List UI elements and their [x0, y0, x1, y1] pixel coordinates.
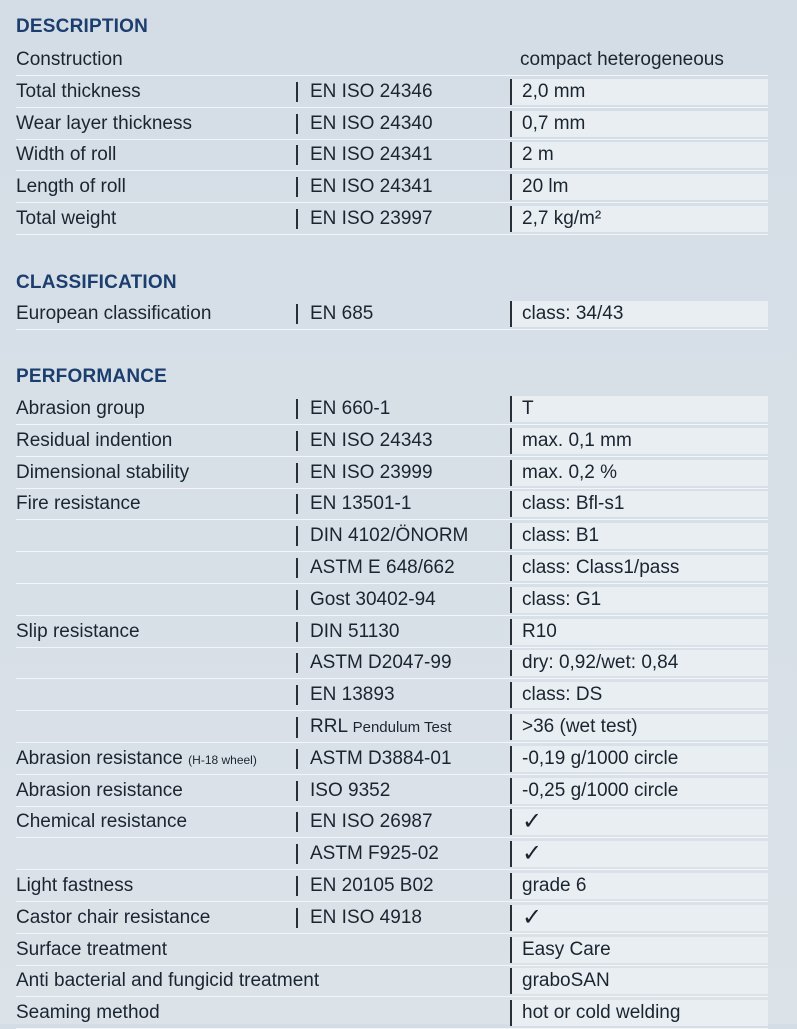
test-standard: EN ISO 24346	[296, 82, 433, 102]
table-row	[0, 552, 797, 584]
section-title-classification: CLASSIFICATION	[16, 272, 177, 293]
test-standard: ASTM D3884-01	[296, 749, 452, 769]
table-row	[0, 171, 797, 203]
check-mark-icon: ✓	[510, 841, 768, 867]
property-value: >36 (wet test)	[510, 714, 768, 740]
table-row	[0, 838, 797, 870]
table-row	[0, 806, 797, 838]
table-row	[0, 425, 797, 457]
test-standard: EN 20105 B02	[296, 876, 434, 896]
table-row	[0, 457, 797, 489]
test-standard: EN ISO 23997	[296, 209, 433, 229]
test-standard: EN 685	[296, 304, 373, 324]
property-label: Length of roll	[16, 176, 126, 198]
table-row	[0, 679, 797, 711]
test-standard: EN ISO 24341	[296, 177, 433, 197]
property-value: class: Bfl-s1	[510, 491, 768, 517]
check-mark-icon: ✓	[510, 905, 768, 931]
test-standard: EN ISO 24340	[296, 114, 433, 134]
property-label: Abrasion resistance	[16, 779, 183, 801]
test-standard: Gost 30402-94	[296, 590, 436, 610]
section-title-description: DESCRIPTION	[16, 16, 149, 37]
table-row	[0, 965, 797, 997]
property-value: Easy Care	[510, 937, 768, 963]
property-label: Abrasion group	[16, 398, 145, 419]
property-value: grade 6	[510, 873, 768, 899]
property-label: European classification	[16, 303, 212, 324]
property-label-note: (H-18 wheel)	[188, 752, 257, 767]
test-standard: EN ISO 4918	[296, 908, 422, 928]
property-label: Wear layer thickness	[16, 112, 192, 134]
test-standard: DIN 51130	[296, 622, 399, 642]
table-row	[0, 711, 797, 743]
table-row	[0, 616, 797, 648]
table-row	[0, 393, 797, 425]
test-standard: ISO 9352	[296, 781, 390, 801]
test-standard: EN ISO 24343	[296, 431, 433, 451]
property-label: Dimensional stability	[16, 461, 190, 483]
property-label: Fire resistance	[16, 493, 141, 515]
property-value: graboSAN	[510, 968, 768, 994]
property-value: class: G1	[510, 587, 768, 613]
table-row	[0, 108, 797, 140]
property-label: Surface treatment	[16, 938, 168, 960]
property-value: compact heterogeneous	[520, 49, 724, 70]
property-label: Anti bacterial and fungicid treatment	[16, 970, 320, 992]
property-value: -0,19 g/1000 circle	[510, 746, 768, 772]
property-value: class: B1	[510, 523, 768, 549]
property-label: Abrasion resistance (H-18 wheel)	[16, 747, 257, 769]
check-mark-icon: ✓	[510, 809, 768, 835]
property-value: max. 0,1 mm	[510, 428, 768, 454]
table-row	[0, 775, 797, 807]
property-label: Castor chair resistance	[16, 906, 211, 928]
test-standard: EN 660-1	[296, 399, 390, 419]
table-row	[0, 44, 797, 76]
property-value: 20 lm	[510, 174, 768, 200]
property-value: class: DS	[510, 682, 768, 708]
table-row	[0, 934, 797, 966]
property-value: 2,7 kg/m²	[510, 206, 768, 232]
test-standard: EN ISO 23999	[296, 463, 433, 483]
property-label: Slip resistance	[16, 620, 140, 642]
property-value: class: 34/43	[510, 301, 768, 327]
property-label: Residual indention	[16, 429, 173, 451]
property-label: Total weight	[16, 208, 117, 229]
property-value: class: Class1/pass	[510, 555, 768, 581]
table-row	[0, 203, 797, 235]
test-standard: ASTM D2047-99	[296, 653, 452, 673]
table-row	[0, 743, 797, 775]
test-standard-note: Pendulum Test	[352, 719, 452, 736]
property-label: Seaming method	[16, 1002, 160, 1024]
test-standard: EN ISO 26987	[296, 812, 433, 832]
property-value: T	[510, 396, 768, 422]
table-row	[0, 139, 797, 171]
test-standard: ASTM F925-02	[296, 844, 439, 864]
property-label: Width of roll	[16, 144, 117, 166]
table-row	[0, 520, 797, 552]
table-row	[0, 298, 797, 330]
property-value: R10	[510, 619, 768, 645]
table-row	[0, 76, 797, 108]
property-value: dry: 0,92/wet: 0,84	[510, 650, 768, 676]
property-label: Light fastness	[16, 875, 134, 896]
test-standard: RRL Pendulum Test	[296, 717, 452, 738]
property-value: 0,7 mm	[510, 111, 768, 137]
table-row	[0, 488, 797, 520]
row-divider	[16, 329, 768, 330]
row-divider	[16, 234, 768, 235]
property-value: max. 0,2 %	[510, 460, 768, 486]
property-label: Total thickness	[16, 80, 141, 102]
test-standard: ASTM E 648/662	[296, 558, 455, 578]
section-title-performance: PERFORMANCE	[16, 366, 168, 387]
property-label: Construction	[16, 49, 123, 70]
table-row	[0, 902, 797, 934]
table-row	[0, 870, 797, 902]
property-value: 2 m	[510, 142, 768, 168]
property-value: -0,25 g/1000 circle	[510, 778, 768, 804]
table-row	[0, 647, 797, 679]
property-value: 2,0 mm	[510, 79, 768, 105]
test-standard: EN 13501-1	[296, 494, 411, 514]
property-label: Chemical resistance	[16, 811, 188, 833]
property-value: hot or cold welding	[510, 1000, 768, 1026]
test-standard: DIN 4102/ÖNORM	[296, 526, 468, 546]
test-standard: EN 13893	[296, 685, 395, 705]
table-row	[0, 584, 797, 616]
table-row	[0, 997, 797, 1029]
test-standard: EN ISO 24341	[296, 145, 433, 165]
